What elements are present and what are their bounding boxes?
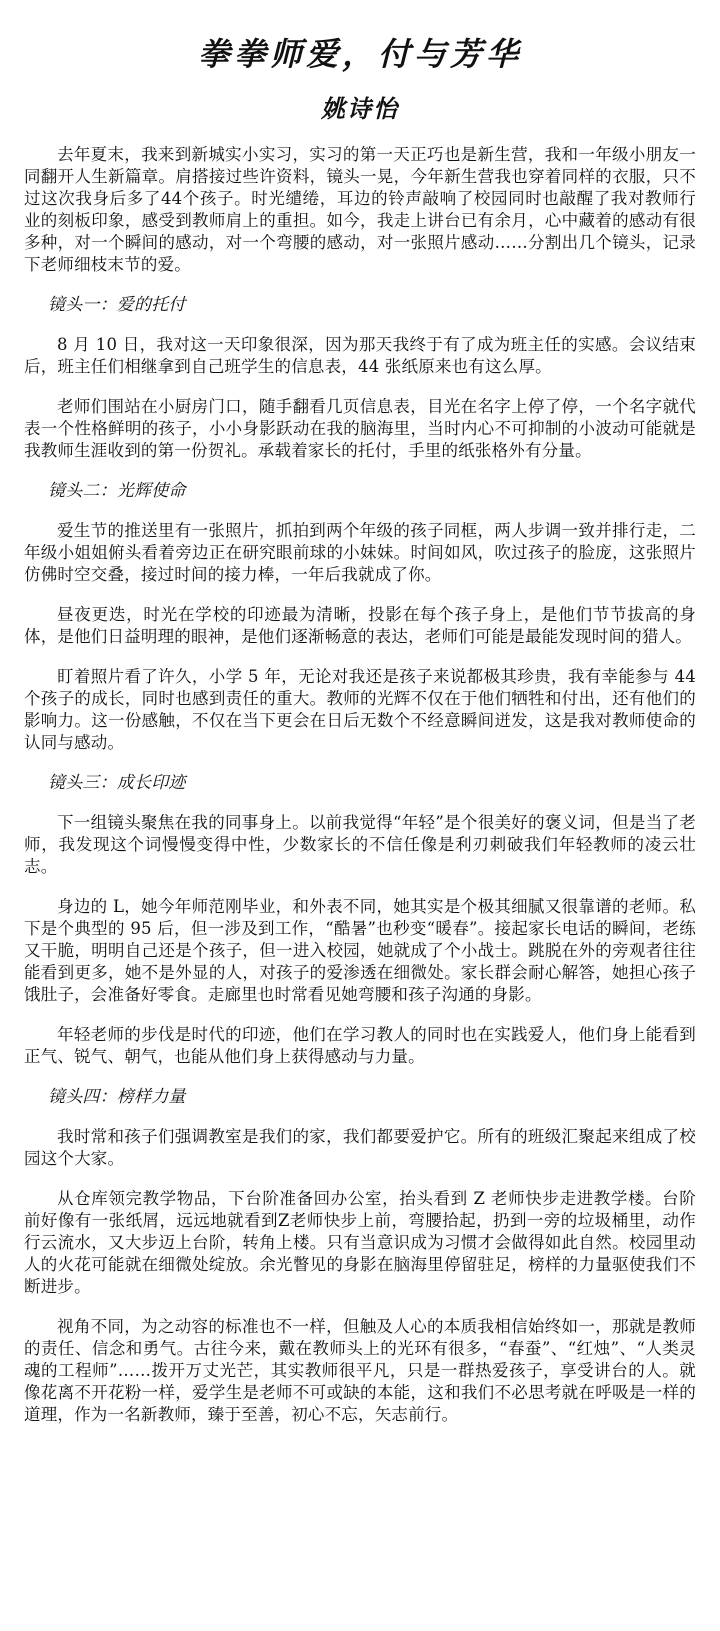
section-heading-1: 镜头一：爱的托付 [48,295,186,315]
paragraph: 从仓库领完教学物品，下台阶准备回办公室，抬头看到 Z 老师快步走进教学楼。台阶前好像有一张纸屑，远远地就看到Z老师快步上前，弯腰拾起，扔到一旁的垃圾桶里，动作行云流水，又大步迈上台阶，转角上楼。只有当意识成为习惯才会做得如此自然。校园里动人的火花可能就在细微处绽放。余光瞥见的身影在脑海里停留驻足，榜样的力量驱使我们不断进步。 [24,1189,696,1296]
paragraph: 老师们围站在小厨房门口，随手翻看几页信息表，目光在名字上停了停，一个名字就代表一个性格鲜明的孩子，小小身影跃动在我的脑海里，当时内心不可抑制的小波动可能就是我教师生涯收到的第一份贺礼。承载着家长的托付，手里的纸张格外有分量。 [24,397,696,460]
paragraph: 昼夜更迭，时光在学校的印迹最为清晰，投影在每个孩子身上，是他们节节拔高的身体，是他们日益明理的眼神，是他们逐渐畅意的表达，老师们可能是最能发现时间的猎人。 [24,605,696,646]
paragraph: 视角不同，为之动容的标准也不一样，但触及人心的本质我相信始终如一，那就是教师的责任、信念和勇气。古往今来，戴在教师头上的光环有很多，“春蚕”、“红烛”、“人类灵魂的工程师”……拨开万丈光芒，其实教师很平凡，只是一群热爱孩子，享受讲台的人。就像花离不开花粉一样，爱学生是老师不可或缺的本能，这和我们不必思考就在呼吸是一样的道理，作为一名新教师，臻于至善，初心不忘，矢志前行。 [24,1317,696,1424]
author-name: 姚诗怡 [321,94,399,123]
section-heading-3: 镜头三：成长印迹 [48,773,186,793]
paragraph: 下一组镜头聚焦在我的同事身上。以前我觉得“年轻”是个很美好的褒义词，但是当了老师，我发现这个词慢慢变得中性，少数家长的不信任像是利刃刺破我们年轻教师的凌云壮志。 [24,813,696,876]
intro-paragraph: 去年夏末，我来到新城实小实习，实习的第一天正巧也是新生营，我和一年级小朋友一同翻开人生新篇章。肩搭接过些许资料，镜头一晃，今年新生营我也穿着同样的衣服，只不过这次我身后多了44个孩子。时光缱绻，耳边的铃声敲响了校园同时也敲醒了我对教师行业的刻板印象，感受到教师肩上的重担。如今，我走上讲台已有余月，心中藏着的感动有很多种，对一个瞬间的感动，对一个弯腰的感动，对一张照片感动……分割出几个镜头，记录下老师细枝末节的爱。 [24,145,696,274]
paragraph: 爱生节的推送里有一张照片，抓拍到两个年级的孩子同框，两人步调一致并排行走，二年级小姐姐俯头看着旁边正在研究眼前球的小妹妹。时间如风，吹过孩子的脸庞，这张照片仿佛时空交叠，接过时间的接力棒，一年后我就成了你。 [24,521,696,584]
section-heading-2: 镜头二：光辉使命 [48,481,186,501]
section-heading-4: 镜头四：榜样力量 [48,1087,186,1107]
paragraph: 年轻老师的步伐是时代的印迹，他们在学习教人的同时也在实践爱人，他们身上能看到正气、锐气、朝气，也能从他们身上获得感动与力量。 [24,1025,696,1066]
document-title: 拳拳师爱，付与芳华 [197,35,522,73]
paragraph: 8 月 10 日，我对这一天印象很深，因为那天我终于有了成为班主任的实感。会议结束后，班主任们相继拿到自己班学生的信息表，44 张纸原来也有这么厚。 [24,335,696,376]
paragraph: 我时常和孩子们强调教室是我们的家，我们都要爱护它。所有的班级汇聚起来组成了校园这个大家。 [24,1127,696,1168]
paragraph: 身边的 L，她今年师范刚毕业，和外表不同，她其实是个极其细腻又很靠谱的老师。私下是个典型的 95 后，但一涉及到工作，“酷暑”也秒变“暖春”。接起家长电话的瞬间，老练又干脆，明明自己还是个孩子，但一进入校园，她就成了个小战士。跳脱在外的旁观者往往能看到更多，她不是外显的人，对孩子的爱渗透在细微处。家长群会耐心解答，她担心孩子饿肚子，会准备好零食。走廊里也时常看见她弯腰和孩子沟通的身影。 [24,897,696,1004]
paragraph: 盯着照片看了许久，小学 5 年，无论对我还是孩子来说都极其珍贵，我有幸能参与 44 个孩子的成长，同时也感到责任的重大。教师的光辉不仅在于他们牺牲和付出，还有他们的影响力。这一份感触，不仅在当下更会在日后无数个不经意瞬间迸发，这是我对教师使命的认同与感动。 [24,667,696,752]
